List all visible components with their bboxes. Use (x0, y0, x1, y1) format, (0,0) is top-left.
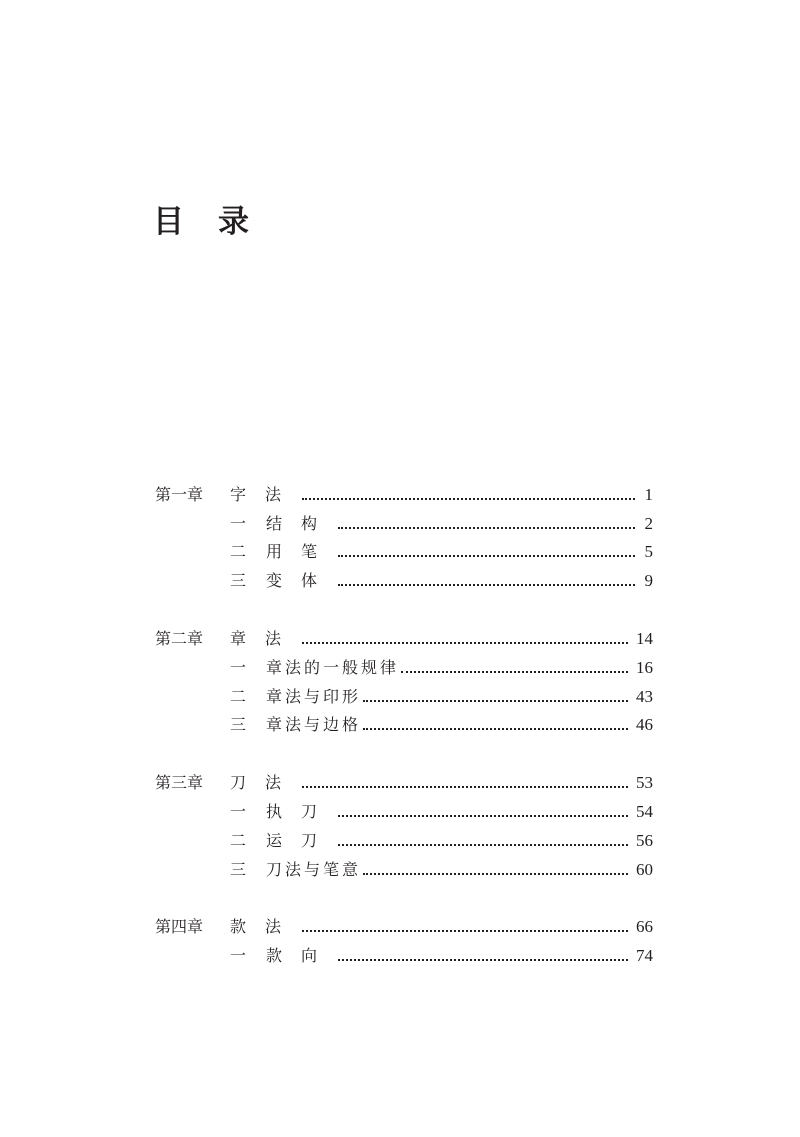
page-number: 53 (636, 773, 653, 793)
section-number: 三 (230, 715, 247, 735)
page-number: 66 (636, 917, 653, 937)
section-title: 章法的一般规律 (266, 657, 400, 677)
section-title: 执刀 (266, 801, 337, 821)
section-number: 一 (230, 513, 247, 533)
page-number: 16 (636, 657, 653, 677)
dot-leader (338, 555, 635, 557)
toc-section-entry[interactable] (155, 793, 653, 822)
chapter-title: 款法 (230, 917, 301, 937)
section-number: 一 (230, 801, 247, 821)
table-of-contents (155, 476, 653, 995)
page-number: 1 (644, 484, 653, 504)
toc-chapter-entry[interactable] (155, 476, 653, 505)
section-title: 刀法与笔意 (266, 859, 362, 879)
toc-section-entry[interactable] (155, 534, 653, 563)
page-number: 74 (636, 946, 653, 966)
chapter-title: 刀法 (230, 773, 301, 793)
toc-section-entry[interactable] (155, 649, 653, 678)
toc-chapter-entry[interactable] (155, 764, 653, 793)
section-title: 结构 (266, 513, 337, 533)
section-title: 章法与印形 (266, 686, 362, 706)
page-number: 14 (636, 628, 653, 648)
toc-chapter-group (155, 476, 653, 591)
page-title-char: 录 (218, 204, 249, 240)
toc-chapter-entry[interactable] (155, 620, 653, 649)
dot-leader (338, 844, 628, 846)
toc-chapter-group (155, 909, 653, 967)
page-number: 56 (636, 830, 653, 850)
page-number: 60 (636, 859, 653, 879)
toc-chapter-group (155, 620, 653, 735)
page-number: 5 (644, 542, 653, 562)
section-number: 二 (230, 686, 247, 706)
chapter-label: 第四章 (155, 917, 204, 937)
section-title: 变体 (266, 571, 337, 591)
page-number: 43 (636, 686, 653, 706)
toc-section-entry[interactable] (155, 707, 653, 736)
toc-section-entry[interactable] (155, 937, 653, 966)
chapter-title: 字法 (230, 484, 301, 504)
dot-leader (302, 498, 635, 500)
dot-leader (302, 930, 628, 932)
dot-leader (338, 815, 628, 817)
toc-section-entry[interactable] (155, 678, 653, 707)
page-number: 54 (636, 801, 653, 821)
chapter-label: 第二章 (155, 628, 204, 648)
section-number: 三 (230, 859, 247, 879)
dot-leader (363, 700, 628, 702)
chapter-label: 第三章 (155, 773, 204, 793)
section-title: 用笔 (266, 542, 337, 562)
section-title: 款向 (266, 946, 337, 966)
page-title (153, 196, 249, 241)
dot-leader (363, 873, 628, 875)
section-number: 三 (230, 571, 247, 591)
dot-leader (363, 728, 628, 730)
toc-section-entry[interactable] (155, 822, 653, 851)
toc-section-entry[interactable] (155, 562, 653, 591)
toc-section-entry[interactable] (155, 505, 653, 534)
toc-chapter-group (155, 764, 653, 879)
dot-leader (302, 642, 628, 644)
section-number: 一 (230, 946, 247, 966)
toc-section-entry[interactable] (155, 851, 653, 880)
section-number: 二 (230, 542, 247, 562)
section-number: 一 (230, 657, 247, 677)
toc-chapter-entry[interactable] (155, 909, 653, 938)
page-title-char: 目 (153, 204, 184, 240)
page-number: 2 (644, 513, 653, 533)
section-number: 二 (230, 830, 247, 850)
section-title: 章法与边格 (266, 715, 362, 735)
page-number: 9 (644, 571, 653, 591)
section-title: 运刀 (266, 830, 337, 850)
dot-leader (302, 786, 628, 788)
dot-leader (401, 671, 628, 673)
chapter-label: 第一章 (155, 484, 204, 504)
dot-leader (338, 527, 635, 529)
dot-leader (338, 959, 628, 961)
chapter-title: 章法 (230, 628, 301, 648)
dot-leader (338, 584, 635, 586)
page-number: 46 (636, 715, 653, 735)
